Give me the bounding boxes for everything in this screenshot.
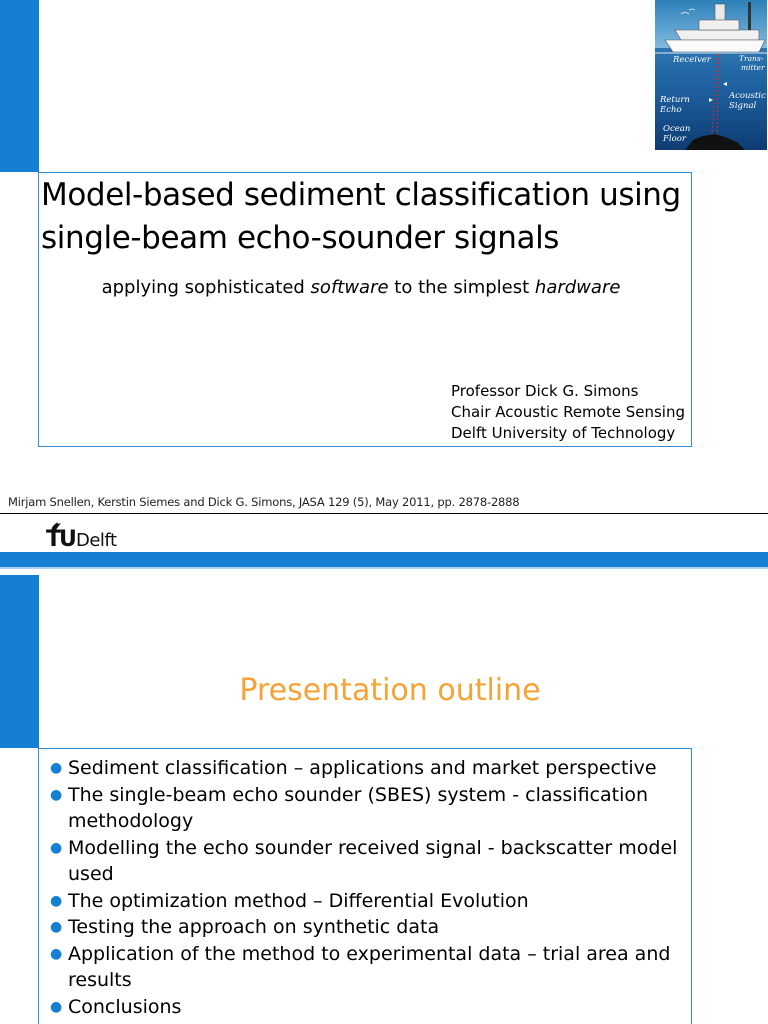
bullet-icon: ●	[50, 919, 63, 935]
subtitle-part2: to the simplest	[388, 277, 535, 298]
bullet-icon: ●	[50, 892, 63, 909]
echo-sounder-diagram	[655, 0, 767, 150]
slide2-accent-bar	[0, 575, 39, 748]
author-university: Delft University of Technology	[451, 424, 676, 442]
list-item-text: Testing the approach on synthetic data	[68, 916, 440, 938]
list-item-text: Sediment classification – applications and market perspective	[68, 757, 657, 779]
list-item-text: The optimization method – Differential Evolution	[68, 889, 529, 912]
author-chair: Chair Acoustic Remote Sensing	[451, 403, 685, 421]
list-item-text: Conclusions	[68, 995, 182, 1018]
label-return-1: Return	[660, 95, 690, 105]
list-item-text: Application of the method to experimental data – trial area and results	[68, 942, 671, 991]
label-receiver: Receiver	[673, 55, 711, 65]
label-transmitter-1: Trans-	[739, 54, 764, 63]
slide1-title-line1: Model-based sediment classification using	[41, 177, 681, 213]
citation: Mirjam Snellen, Kerstin Siemes and Dick G. Simons, JASA 129 (5), May 2011, pp. 2878-2888	[8, 495, 520, 509]
list-item	[50, 888, 680, 915]
subtitle-italic2: hardware	[534, 277, 621, 298]
list-item	[50, 755, 680, 782]
list-item	[50, 994, 680, 1021]
label-ocean-1: Ocean	[663, 124, 691, 134]
outline-list	[50, 755, 680, 1020]
subtitle-italic1: software	[310, 277, 389, 298]
label-return-2: Echo	[660, 105, 682, 115]
bullet-icon: ●	[50, 786, 63, 803]
author-name: Professor Dick G. Simons	[451, 382, 639, 400]
slide1-accent-bar	[0, 0, 39, 172]
label-ocean-2: Floor	[663, 134, 686, 144]
subtitle-part1: applying sophisticated	[101, 277, 311, 298]
slide2-title: Presentation outline	[239, 673, 541, 708]
slide-separator	[0, 552, 768, 567]
slide1-subtitle	[41, 277, 681, 298]
logo-tu: TU	[46, 527, 75, 552]
logo-delft: Delft	[76, 530, 117, 551]
label-acoustic-1: Acoustic	[729, 91, 766, 101]
list-item	[50, 914, 680, 941]
slide-separator-shadow	[0, 567, 768, 569]
bullet-icon: ●	[50, 998, 63, 1015]
list-item-text: Modelling the echo sounder received signal - backscatter model used	[68, 836, 678, 885]
bullet-icon: ●	[50, 760, 63, 776]
label-acoustic-2: Signal	[729, 101, 757, 111]
list-item-text: The single-beam echo sounder (SBES) system - classification methodology	[68, 783, 649, 832]
label-transmitter-2: mitter	[741, 63, 765, 72]
slide1-title	[41, 174, 691, 260]
tudelft-logo	[46, 521, 136, 551]
list-item	[50, 782, 680, 835]
list-item	[50, 941, 680, 994]
footer-rule	[0, 513, 768, 514]
bullet-icon: ●	[50, 839, 63, 856]
bullet-icon: ●	[50, 945, 63, 962]
list-item	[50, 835, 680, 888]
slide1-title-line2: single-beam echo-sounder signals	[41, 220, 560, 256]
